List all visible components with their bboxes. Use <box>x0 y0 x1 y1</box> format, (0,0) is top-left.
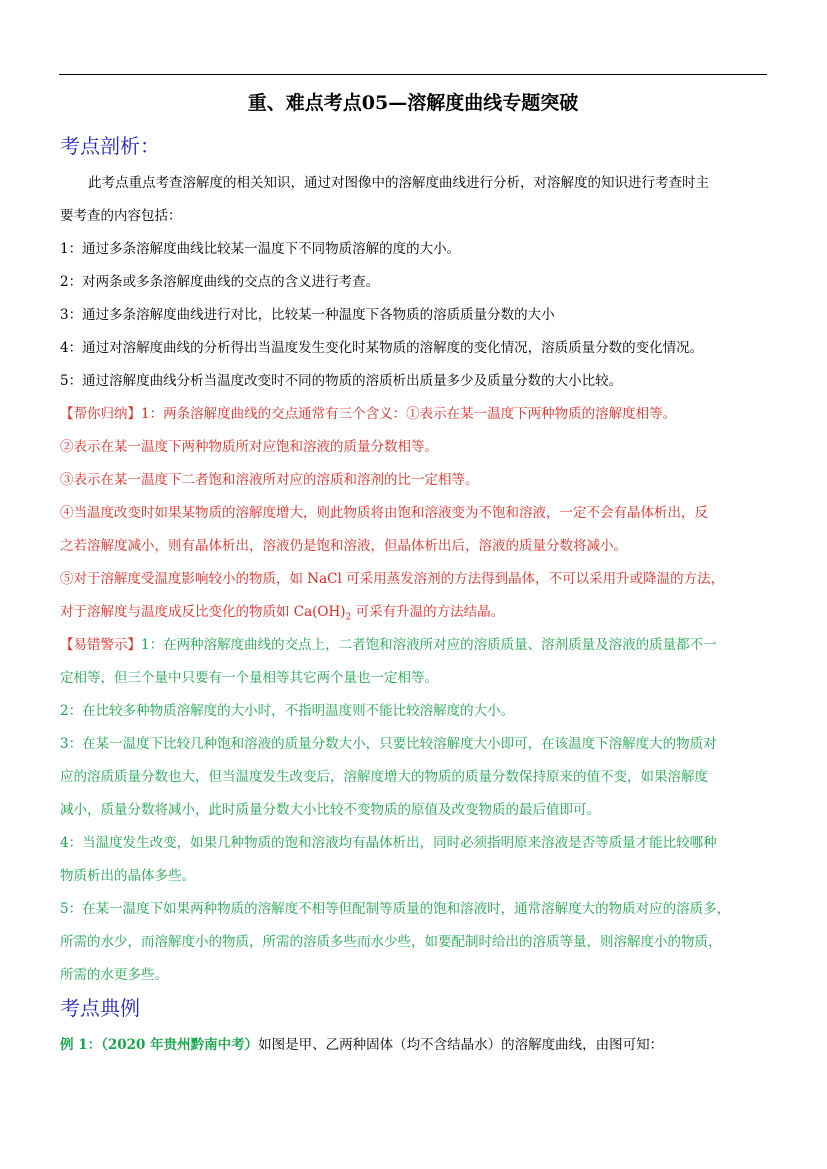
list-item: 3：通过多条溶解度曲线进行对比，比较某一种温度下各物质的溶质质量分数的大小 <box>60 307 555 323</box>
list-item: 1：通过多条溶解度曲线比较某一温度下不同物质溶解的度的大小。 <box>60 241 461 257</box>
list-item: 2：对两条或多条溶解度曲线的交点的含义进行考查。 <box>60 274 380 290</box>
summary-line: ③表示在某一温度下二者饱和溶液所对应的溶质和溶剂的比一定相等。 <box>60 472 479 488</box>
section-heading-analysis: 考点剖析： <box>60 134 160 158</box>
intro-line: 要考查的内容包括： <box>60 208 182 224</box>
summary-line <box>60 601 767 623</box>
summary-line: 之若溶解度减小，则有晶体析出，溶液仍是饱和溶液，但晶体析出后，溶液的质量分数将减小。 <box>60 538 627 554</box>
warning-line: 定相等，但三个量中只要有一个量相等其它两个量也一定相等。 <box>60 670 438 686</box>
example-text: 如图是甲、乙两种固体（均不含结晶水）的溶解度曲线，由图可知： <box>258 1037 664 1053</box>
summary-tag: 【帮你归纳】 <box>60 406 141 422</box>
summary-text: 1：两条溶解度曲线的交点通常有三个含义：①表示在某一温度下两种物质的溶解度相等。 <box>141 406 677 422</box>
warning-line: 4：当温度发生改变，如果几种物质的饱和溶液均有晶体析出，同时必须指明原来溶液是否等质量才能比较哪种 <box>60 835 717 851</box>
summary-line: ②表示在某一温度下两种物质所对应饱和溶液的质量分数相等。 <box>60 439 438 455</box>
summary-line <box>60 403 767 425</box>
summary-line: ④当温度改变时如果某物质的溶解度增大，则此物质将由饱和溶液变为不饱和溶液，一定不会有晶体析出，反 <box>60 505 708 521</box>
list-item: 5：通过溶解度曲线分析当温度改变时不同的物质的溶质析出质量多少及质量分数的大小比较。 <box>60 373 623 389</box>
warning-line: 减小，质量分数将减小，此时质量分数大小比较不变物质的原值及改变物质的最后值即可。 <box>60 802 600 818</box>
section-heading-examples: 考点典例 <box>60 996 140 1020</box>
warning-line <box>60 634 767 656</box>
summary-line: ⑤对于溶解度受温度影响较小的物质，如 NaCl 可采用蒸发溶剂的方法得到晶体，不可以采用升或降温的方法， <box>60 571 725 587</box>
warning-line: 应的溶质质量分数也大，但当温度发生改变后，溶解度增大的物质的质量分数保持原来的值不变，如果溶解度 <box>60 769 708 785</box>
warning-line: 所需的水少，而溶解度小的物质，所需的溶质多些而水少些，如要配制时给出的溶质等量，则溶解度小的物质， <box>60 934 722 950</box>
summary-text: 可采有升温的方法结晶。 <box>351 604 505 620</box>
header-rule <box>59 74 767 75</box>
warning-line: 所需的水更多些。 <box>60 967 168 983</box>
warning-line: 5：在某一温度下如果两种物质的溶解度不相等但配制等质量的饱和溶液时，通常溶解度大的物质对应的溶质多， <box>60 901 731 917</box>
example-1 <box>60 1034 767 1056</box>
subscript: 2 <box>345 612 352 623</box>
warning-text: 1：在两种溶解度曲线的交点上，二者饱和溶液所对应的溶质质量、溶剂质量及溶液的质量都不一 <box>141 637 717 653</box>
warning-tag: 【易错警示】 <box>60 637 141 653</box>
warning-line: 物质析出的晶体多些。 <box>60 868 195 884</box>
intro-line: 此考点重点考查溶解度的相关知识，通过对图像中的溶解度曲线进行分析，对溶解度的知识进行考查时主 <box>88 175 709 191</box>
example-label: 例 1：（2020 年贵州黔南中考） <box>60 1037 259 1053</box>
list-item: 4：通过对溶解度曲线的分析得出当温度发生变化时某物质的溶解度的变化情况，溶质质量分数的变化情况。 <box>60 340 704 356</box>
warning-line: 2：在比较多种物质溶解度的大小时，不指明温度则不能比较溶解度的大小。 <box>60 703 515 719</box>
page-title: 重、难点考点05—溶解度曲线专题突破 <box>247 92 579 114</box>
warning-line: 3：在某一温度下比较几种饱和溶液的质量分数大小，只要比较溶解度大小即可，在该温度下溶解度大的物质对 <box>60 736 717 752</box>
summary-text: 对于溶解度与温度成反比变化的物质如 Ca(OH) <box>60 604 346 620</box>
